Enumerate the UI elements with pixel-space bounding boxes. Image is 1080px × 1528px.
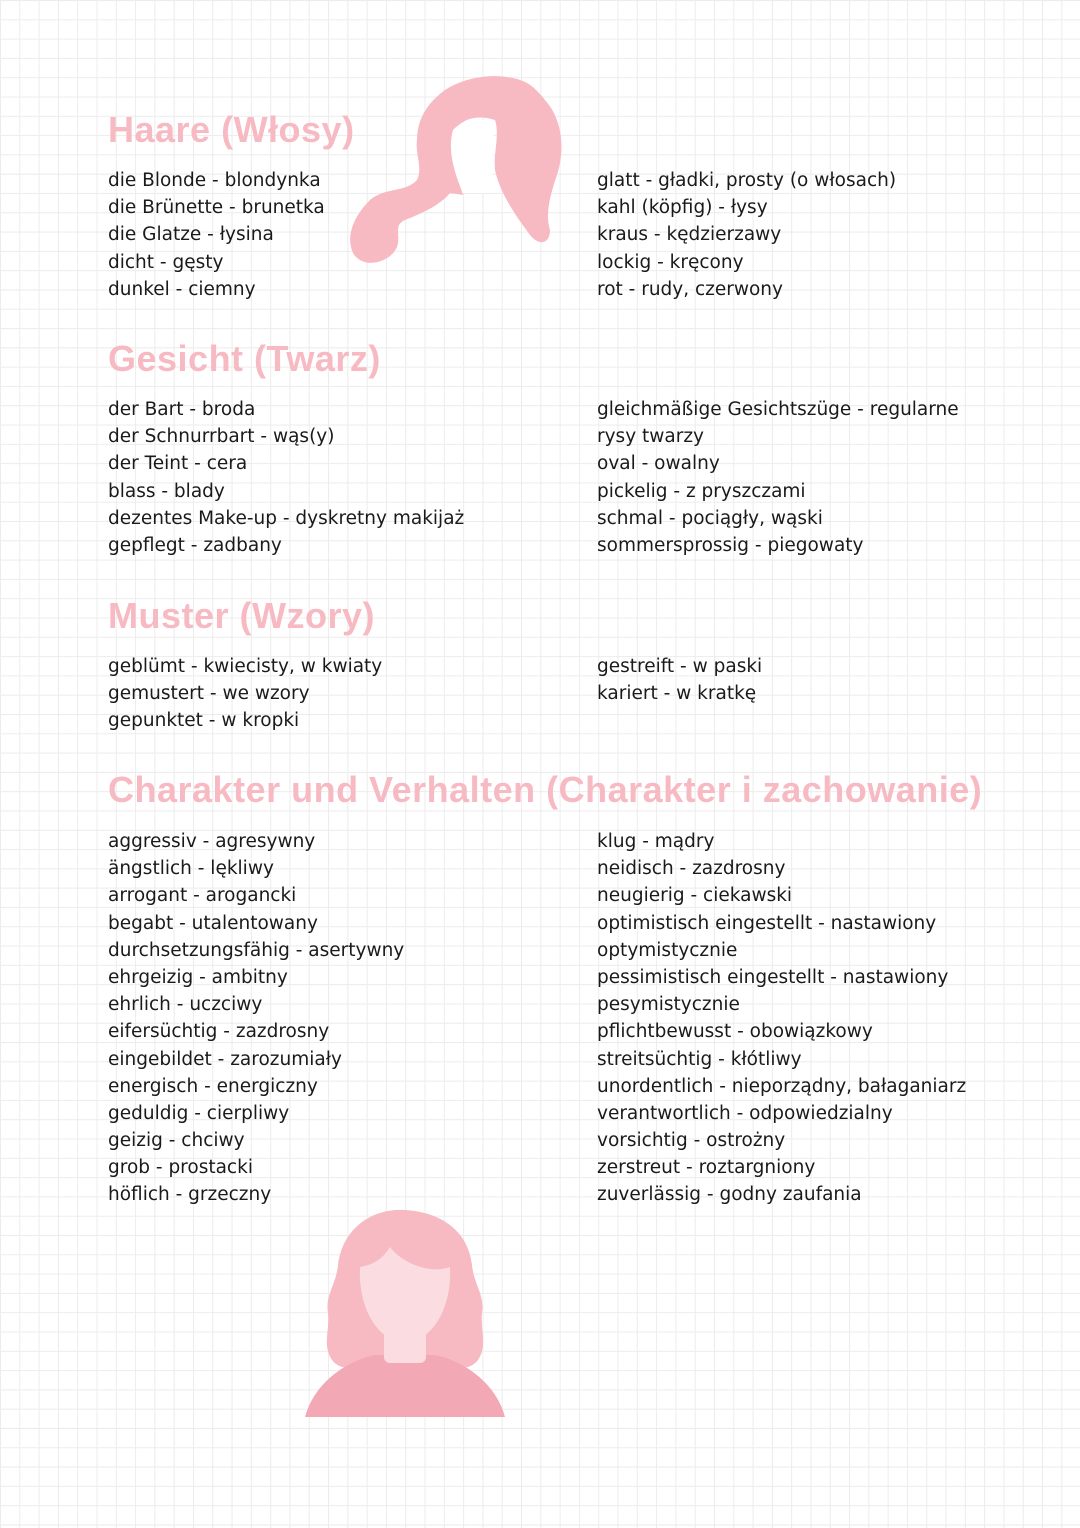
vocab-item: dicht - gęsty <box>108 251 224 273</box>
vocab-item: geduldig - cierpliwy <box>108 1102 290 1124</box>
face-vocab-left <box>108 396 464 559</box>
vocab-item: kahl (köpfig) - łysy <box>597 197 768 219</box>
vocab-item: der Teint - cera <box>108 453 248 475</box>
patterns-vocab-right <box>597 653 762 707</box>
hair-vocab-left <box>108 167 325 303</box>
section-heading-character: Charakter und Verhalten (Charakter i zachowanie) <box>108 769 983 810</box>
section-heading-face: Gesicht (Twarz) <box>108 338 381 379</box>
vocab-item: blass - blady <box>108 480 225 502</box>
vocab-item: gleichmäßige Gesichtszüge - regularne <box>597 399 959 420</box>
vocab-item: schmal - pociągły, wąski <box>597 507 823 529</box>
vocab-item: gestreift - w paski <box>597 656 763 677</box>
vocab-item: aggressiv - agresywny <box>108 831 316 852</box>
vocab-item: glatt - gładki, prosty (o włosach) <box>597 170 897 191</box>
section-heading-patterns: Muster (Wzory) <box>108 595 375 636</box>
vocab-item: kraus - kędzierzawy <box>597 224 782 246</box>
vocab-item: arrogant - arogancki <box>108 885 297 907</box>
vocab-item: die Glatze - łysina <box>108 224 274 246</box>
character-vocab-right <box>597 828 966 1209</box>
vocab-item: neugierig - ciekawski <box>597 885 793 907</box>
vocab-item: grob - prostacki <box>108 1157 253 1179</box>
vocab-item: die Blonde - blondynka <box>108 170 321 191</box>
patterns-vocab-left <box>108 653 382 735</box>
vocab-item: eingebildet - zarozumiały <box>108 1048 342 1070</box>
vocab-item: der Schnurrbart - wąs(y) <box>108 426 335 448</box>
vocab-item: klug - mądry <box>597 831 715 852</box>
vocab-item: kariert - w kratkę <box>597 683 757 705</box>
vocab-item: gemustert - we wzory <box>108 683 310 705</box>
vocab-item: pflichtbewusst - obowiązkowy <box>597 1021 873 1043</box>
vocab-item: rysy twarzy <box>597 426 705 448</box>
vocab-item: streitsüchtig - kłótliwy <box>597 1048 802 1070</box>
face-vocab-right <box>597 396 959 559</box>
hair-vocab-right <box>597 167 896 303</box>
section-heading-hair: Haare (Włosy) <box>108 109 355 150</box>
vocab-item: optimistisch eingestellt - nastawiony <box>597 912 937 934</box>
vocab-item: sommersprossig - piegowaty <box>597 534 864 556</box>
vocab-item: oval - owalny <box>597 453 720 475</box>
vocab-item: dezentes Make-up - dyskretny makijaż <box>108 507 465 529</box>
vocab-item: begabt - utalentowany <box>108 912 318 934</box>
vocab-item: vorsichtig - ostrożny <box>597 1130 786 1152</box>
vocab-item: der Bart - broda <box>108 399 256 420</box>
vocab-item: neidisch - zazdrosny <box>597 858 786 880</box>
vocab-item: geblümt - kwiecisty, w kwiaty <box>108 656 383 677</box>
vocab-item: gepunktet - w kropki <box>108 710 300 732</box>
vocab-item: unordentlich - nieporządny, bałaganiarz <box>597 1075 967 1097</box>
vocab-item: dunkel - ciemny <box>108 278 256 300</box>
vocab-item: die Brünette - brunetka <box>108 197 325 219</box>
vocab-item: ehrgeizig - ambitny <box>108 966 288 988</box>
vocab-item: durchsetzungsfähig - asertywny <box>108 939 405 961</box>
vocab-item: pessimistisch eingestellt - nastawiony <box>597 966 949 988</box>
vocab-item: ängstlich - lękliwy <box>108 858 274 880</box>
vocab-item: gepflegt - zadbany <box>108 534 282 556</box>
vocab-item: ehrlich - uczciwy <box>108 994 263 1016</box>
vocab-item: höflich - grzeczny <box>108 1184 272 1206</box>
vocab-item: lockig - kręcony <box>597 251 744 273</box>
vocab-item: zuverlässig - godny zaufania <box>597 1184 862 1206</box>
vocab-item: pickelig - z pryszczami <box>597 480 806 502</box>
vocab-item: geizig - chciwy <box>108 1130 245 1152</box>
character-vocab-left <box>108 828 404 1209</box>
vocab-item: zerstreut - roztargniony <box>597 1157 816 1179</box>
vocab-item: pesymistycznie <box>597 994 740 1016</box>
woman-profile-hair-icon <box>345 75 570 270</box>
vocab-item: energisch - energiczny <box>108 1075 318 1097</box>
vocab-item: verantwortlich - odpowiedzialny <box>597 1102 893 1124</box>
vocab-item: eifersüchtig - zazdrosny <box>108 1021 330 1043</box>
vocab-item: rot - rudy, czerwony <box>597 278 783 300</box>
vocab-item: optymistycznie <box>597 939 738 961</box>
woman-avatar-icon <box>300 1205 510 1420</box>
